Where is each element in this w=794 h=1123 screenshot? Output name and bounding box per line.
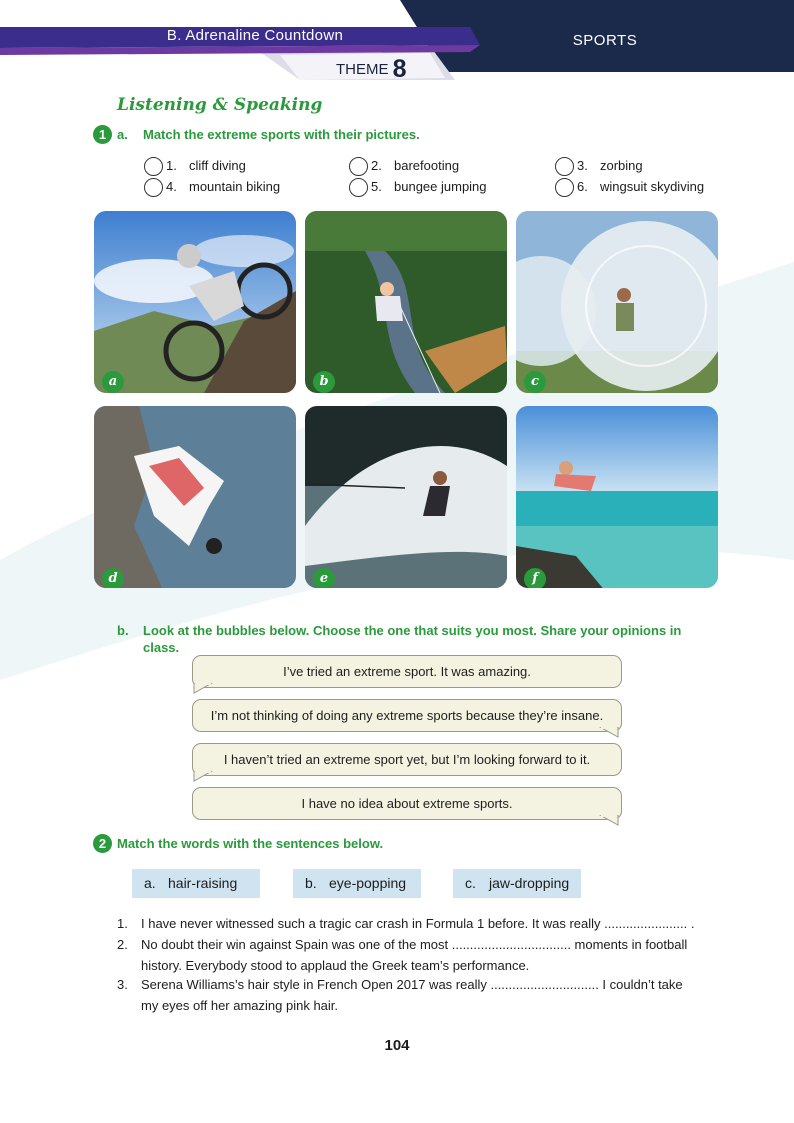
theme-number: 8 (392, 55, 407, 83)
option-number: 5. (371, 179, 382, 194)
photo-e-barefooting (305, 406, 507, 588)
section-heading: Listening & Speaking (117, 95, 323, 115)
sentence-text: history. Everybody stood to applaud the Greek team’s performance. (141, 957, 530, 973)
sentence-text: I have never witnessed such a tragic car crash in Formula 1 before. It was really ....................... . (141, 916, 695, 931)
word-box-b[interactable] (293, 869, 421, 898)
speech-bubble-4[interactable]: I have no idea about extreme sports. (192, 787, 622, 820)
sentence-3 (117, 975, 717, 1017)
option-number: 3. (577, 158, 588, 173)
word-text: jaw-dropping (489, 875, 570, 891)
bubble-tail (596, 815, 620, 827)
answer-circle[interactable] (349, 178, 368, 197)
option-label: mountain biking (189, 179, 281, 194)
option-label: cliff diving (189, 158, 246, 173)
picture-label-b: b (313, 371, 335, 393)
sentence-number: 2. (117, 937, 128, 952)
part-a-letter: a. (117, 127, 128, 142)
sentence-1 (117, 914, 717, 935)
word-letter: b. (305, 875, 317, 891)
picture-label-f: f (524, 568, 546, 588)
option-6[interactable] (555, 177, 725, 197)
sentence-text: my eyes off her amazing pink hair. (141, 997, 339, 1013)
word-letter: c. (465, 875, 476, 891)
exercise-1b-instruction (117, 622, 717, 656)
part-b-line2: class. (143, 640, 180, 655)
option-number: 2. (371, 158, 382, 173)
exercise-1a-instruction (117, 127, 420, 142)
photo-d-wingsuit (94, 406, 296, 588)
photo-a-mountain-biker (94, 211, 296, 393)
page-number: 104 (384, 1037, 410, 1054)
theme-word: THEME (336, 61, 389, 78)
part-b-line1: Look at the bubbles below. Choose the one that suits you most. Share your opinions in (143, 623, 682, 638)
sentence-2 (117, 935, 717, 977)
picture-label-d: d (102, 568, 124, 588)
answer-circle[interactable] (144, 157, 163, 176)
option-4[interactable] (144, 177, 314, 197)
option-label: bungee jumping (394, 179, 487, 194)
option-number: 1. (166, 158, 177, 173)
sentence-number: 1. (117, 916, 128, 931)
answer-circle[interactable] (555, 178, 574, 197)
answer-circle[interactable] (144, 178, 163, 197)
photo-b-bungee-jumper (305, 211, 507, 393)
option-1[interactable] (144, 156, 314, 176)
option-number: 4. (166, 179, 177, 194)
option-label: wingsuit skydiving (600, 179, 705, 194)
sentence-text: No doubt their win against Spain was one of the most ................................. moments in football (141, 937, 688, 952)
word-text: eye-popping (329, 875, 407, 891)
sentence-number: 3. (117, 977, 128, 992)
option-label: zorbing (600, 158, 643, 173)
theme-label (336, 52, 407, 81)
word-letter: a. (144, 875, 156, 891)
part-b-letter: b. (117, 623, 129, 638)
speech-bubble-3[interactable]: I haven’t tried an extreme sport yet, but I’m looking forward to it. (192, 743, 622, 776)
picture-label-a: a (102, 371, 124, 393)
word-box-c[interactable] (453, 869, 581, 898)
answer-circle[interactable] (555, 157, 574, 176)
option-label: barefooting (394, 158, 460, 173)
option-number: 6. (577, 179, 588, 194)
word-box-a[interactable] (132, 869, 260, 898)
section-title: B. Adrenaline Countdown (166, 27, 344, 44)
speech-bubble-1[interactable]: I’ve tried an extreme sport. It was amazing. (192, 655, 622, 688)
subject-label: SPORTS (572, 32, 638, 49)
option-5[interactable] (349, 177, 519, 197)
picture-label-e: e (313, 568, 335, 588)
answer-circle[interactable] (349, 157, 368, 176)
photo-f-cliff-diver (516, 406, 718, 588)
bubble-tail (596, 727, 620, 739)
sentence-text: Serena Williams’s hair style in French Open 2017 was really .............................. I couldn’t take (141, 977, 683, 992)
photo-c-zorbing (516, 211, 718, 393)
option-3[interactable] (555, 156, 725, 176)
picture-label-c: c (524, 371, 546, 393)
exercise-1-number: 1 (93, 125, 112, 144)
bubble-tail (192, 771, 216, 783)
exercise-2-number: 2 (93, 834, 112, 853)
exercise-2-instruction: Match the words with the sentences below. (117, 836, 384, 851)
speech-bubble-2[interactable]: I’m not thinking of doing any extreme sports because they’re insane. (192, 699, 622, 732)
part-a-text: Match the extreme sports with their pictures. (143, 127, 420, 142)
bubble-tail (192, 683, 216, 695)
option-2[interactable] (349, 156, 519, 176)
word-text: hair-raising (168, 875, 238, 891)
